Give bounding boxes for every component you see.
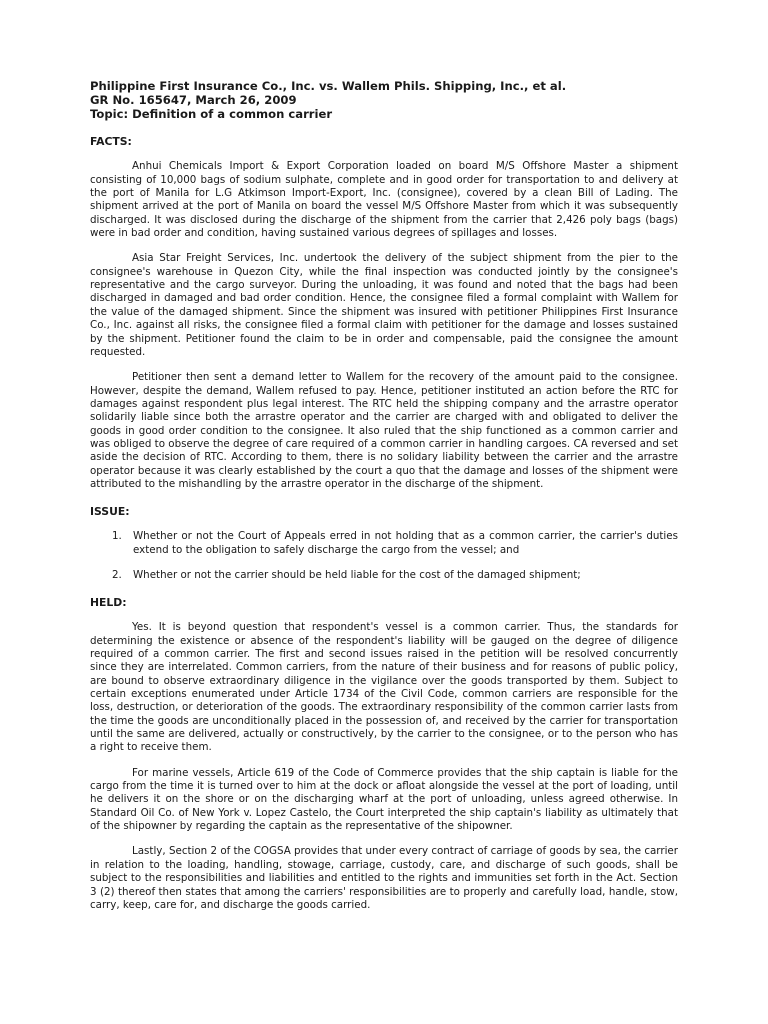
- facts-paragraph: Petitioner then sent a demand letter to Wallem for the recovery of the amount paid to the consignee. However, despite the demand, Wallem refused to pay. Hence, petitioner instituted an action before the RTC for damages against respondent plus legal interest. The RTC held the shipping company and the arrastre operator solidarily liable since both the arrastre operator and the carrier are charged with and obligated to deliver the goods in good order condition to the consignee. It also ruled that the ship functioned as a common carrier and was obliged to observe the degree of care required of a common carrier in handling cargoes. CA reversed and set aside the decision of RTC. According to them, there is no solidary liability between the carrier and the arrastre operator because it was clearly established by the court a quo that the damage and losses of the shipment were attributed to the mishandling by the arrastre operator in the discharge of the shipment.: [90, 371, 678, 490]
- issue-text: Whether or not the Court of Appeals erred in not holding that as a common carrier, the carrier's duties extend to the obligation to safely discharge the cargo from the vessel; and: [133, 530, 678, 556]
- issue-item: [90, 530, 678, 557]
- issue-heading: ISSUE:: [90, 505, 130, 519]
- facts-paragraph: Asia Star Freight Services, Inc. undertook the delivery of the subject shipment from the pier to the consignee's warehouse in Quezon City, while the final inspection was conducted jointly by the consignee's representative and the cargo surveyor. During the unloading, it was found and noted that the bags had been discharged in damaged and bad order condition. Hence, the consignee filed a formal complaint with Wallem for the value of the damaged shipment. Since the shipment was insured with petitioner Philippines First Insurance Co., Inc. against all risks, the consignee filed a formal claim with petitioner for the damage and losses sustained by the shipment. Petitioner found the claim to be in order and compensable, paid the consignee the amount requested.: [90, 252, 678, 358]
- issue-number: 1.: [112, 530, 122, 543]
- issue-item: [90, 569, 678, 582]
- held-paragraph: Lastly, Section 2 of the COGSA provides that under every contract of carriage of goods by sea, the carrier in relation to the loading, handling, stowage, carriage, custody, care, and discharge of such goods, shall be subject to the responsibilities and liabilities and entitled to the rights and immunities set forth in the Act. Section 3 (2) thereof then states that among the carriers' responsibilities are to properly and carefully load, handle, stow, carry, keep, care for, and discharge the goods carried.: [90, 845, 678, 911]
- issue-text: Whether or not the carrier should be held liable for the cost of the damaged shipment;: [133, 568, 581, 581]
- issue-number: 2.: [112, 568, 122, 581]
- topic-line: Topic: Definition of a common carrier: [90, 106, 333, 121]
- gr-number: GR No. 165647, March 26, 2009: [90, 92, 297, 107]
- facts-heading: FACTS:: [90, 135, 132, 149]
- held-paragraph: Yes. It is beyond question that respondent's vessel is a common carrier. Thus, the standards for determining the existence or absence of the respondent's liability will be gauged on the degree of diligence required of a common carrier. The first and second issues raised in the petition will be resolved concurrently since they are interrelated. Common carriers, from the nature of their business and for reasons of public policy, are bound to observe extraordinary diligence in the vigilance over the goods transported by them. Subject to certain exceptions enumerated under Article 1734 of the Civil Code, common carriers are responsible for the loss, destruction, or deterioration of the goods. The extraordinary responsibility of the common carrier lasts from the time the goods are unconditionally placed in the possession of, and received by the carrier for transportation until the same are delivered, actually or constructively, by the carrier to the consignee, or to the person who has a right to receive them.: [90, 621, 678, 754]
- issue-list: [90, 530, 678, 582]
- held-paragraph: For marine vessels, Article 619 of the Code of Commerce provides that the ship captain is liable for the cargo from the time it is turned over to him at the dock or afloat alongside the vessel at the port of loading, until he delivers it on the shore or on the discharging wharf at the port of unloading, unless agreed otherwise. In Standard Oil Co. of New York v. Lopez Castelo, the Court interpreted the ship captain's liability as ultimately that of the shipowner by regarding the captain as the representative of the shipowner.: [90, 766, 678, 833]
- document-page: [90, 80, 678, 912]
- facts-paragraph: Anhui Chemicals Import & Export Corporation loaded on board M/S Offshore Master a shipment consisting of 10,000 bags of sodium sulphate, complete and in good order for transportation to and delivery at the port of Manila for L.G Atkimson Import-Export, Inc. (consignee), covered by a clean Bill of Lading. The shipment arrived at the port of Manila on board the vessel M/S Offshore Master from which it was subsequently discharged. It was disclosed during the discharge of the shipment from the carrier that 2,426 poly bags (bags) were in bad order and condition, having sustained various degrees of spillages and losses.: [90, 160, 678, 240]
- case-title: Philippine First Insurance Co., Inc. vs. Wallem Phils. Shipping, Inc., et al.: [90, 79, 567, 93]
- held-heading: HELD:: [90, 596, 127, 610]
